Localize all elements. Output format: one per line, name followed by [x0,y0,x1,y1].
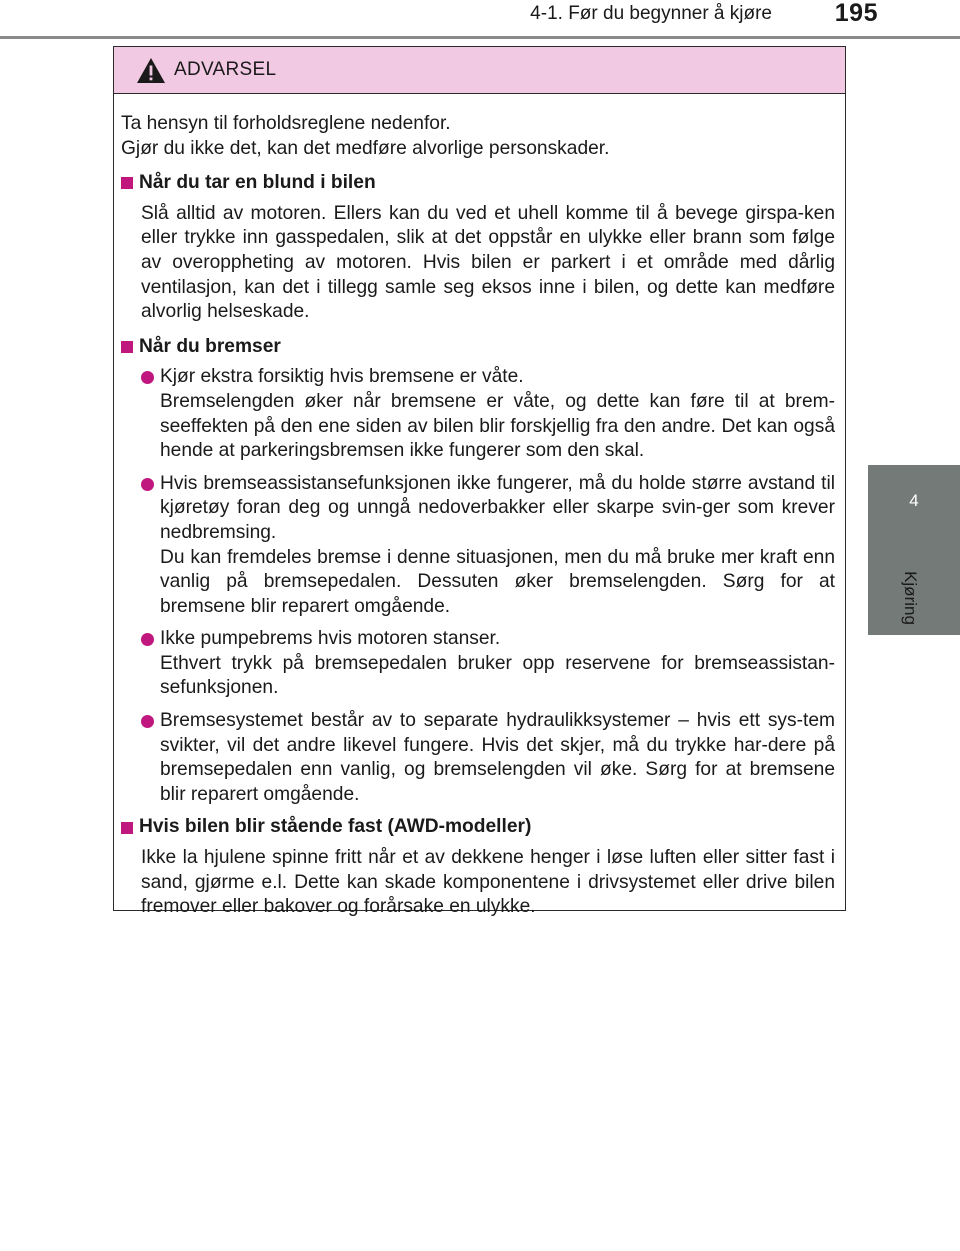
section-stuck [121,815,835,919]
header-divider [0,36,960,39]
round-bullet-icon [141,371,154,384]
bullet-detail: Bremselengden øker når bremsene er våte, og dette kan føre til at brem-seeffekten på den ene siden av bilen blir forskjellig fra den andre. Det kan også hende at parkeringsbremsen ikke fungerer som den skal. [160,390,835,462]
bullet-lead: Hvis bremseassistansefunksjonen ikke fungerer, må du holde større avstand til kjøretøy foran deg og unngå nedoverbakker eller skarpe svin-ger som krever nedbremsing. [160,472,835,543]
bullet-lead: Ikke pumpebrems hvis motoren stanser. [160,628,501,650]
bullet-lead: Bremsesystemet består av to separate hydraulikksystemer – hvis ett sys-tem svikter, vil det andre likevel fungere. Hvis det skjer, må du trykke har-dere på bremsepedalen enn vanlig, og bremselengden vil øke. Sørg for at bremsene blir reparert omgående. [160,710,835,805]
round-bullet-icon [141,478,154,491]
bullet-list [141,365,835,807]
intro-line: Ta hensyn til forholdsreglene nedenfor. [121,113,451,134]
intro-line: Gjør du ikke det, kan det medføre alvorlige personskader. [121,137,610,159]
list-item [141,472,835,620]
section-text: Ikke la hjulene spinne fritt når et av dekkene henger i løse luften eller sitter fast i sand, gjørme e.l. Dette kan skade komponentene i drivsystemet eller drive bilen fremover eller bakover og forårsake en ulykke. [141,847,835,918]
round-bullet-icon [141,715,154,728]
section-heading-text: Hvis bilen blir stående fast (AWD-modeller) [139,816,532,838]
square-bullet-icon [121,177,133,189]
warning-intro [121,112,835,161]
warning-header [114,47,845,94]
section-heading [121,171,835,196]
warning-triangle-icon [136,57,166,84]
list-item [141,627,835,701]
bullet-detail: Ethvert trykk på bremsepedalen bruker opp reservene for bremseassistan-sefunksjonen. [160,652,835,699]
page-header [0,0,960,40]
warning-box [113,46,846,918]
section-heading [121,815,835,840]
list-item [141,709,835,807]
section-text: Slå alltid av motoren. Ellers kan du ved et uhell komme til å bevege girspa-ken eller trykke inn gasspedalen, slik at det oppstår en ulykke eller brann som følge av overoppheting av motoren. Hvis bilen er parkert i et område med dårlig ventilasjon, kan det i tillegg samle seg eksos inne i bilen, og dette kan medføre alvorlig helseskade. [141,202,835,323]
list-item [141,365,835,463]
square-bullet-icon [121,341,133,353]
bullet-detail: Du kan fremdeles bremse i denne situasjonen, men du må bruke mer kraft enn vanlig på bremsepedalen. Dessuten øker bremselengden. Sørg for at bremsene blir reparert omgående. [160,546,835,617]
chapter-number: 4 [909,491,919,510]
warning-title: ADVARSEL [174,59,277,80]
section-heading-text: Når du tar en blund i bilen [139,172,376,194]
page-number: 195 [834,0,878,27]
square-bullet-icon [121,822,133,834]
warning-body [114,94,845,920]
section-title: 4-1. Før du begynner å kjøre [530,3,772,24]
bullet-lead: Kjør ekstra forsiktig hvis bremsene er våte. [160,366,524,388]
round-bullet-icon [141,633,154,646]
section-braking [121,335,835,808]
section-heading [121,335,835,360]
chapter-label: Kjøring [901,571,920,625]
section-heading-text: Når du bremser [139,335,281,357]
section-nap [121,171,835,325]
